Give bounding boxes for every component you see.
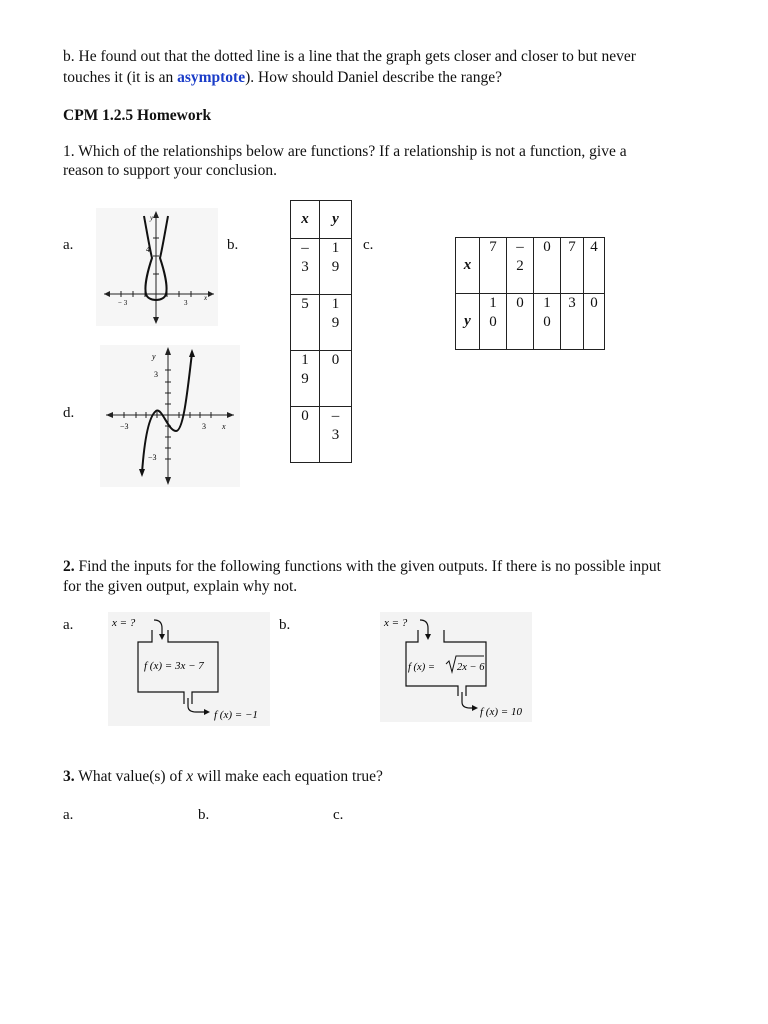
table-c-cell: 3 — [561, 294, 584, 350]
q3-text-pre: What value(s) of — [74, 768, 187, 785]
graph-a-x-axis-label: x — [204, 294, 208, 302]
table-c-header-x: x — [456, 238, 480, 294]
graph-a-x-neg: − 3 — [118, 299, 128, 307]
intro-line-2-post: ). How should Daniel describe the range? — [245, 69, 503, 86]
table-b-cell-x: – 3 — [291, 239, 320, 295]
q3-label-b: b. — [198, 807, 210, 823]
machine-a-output: f (x) = −1 — [214, 709, 258, 721]
graph-a-x-pos: 3 — [184, 299, 188, 307]
q1-label-d: d. — [63, 405, 75, 421]
graph-a-y-tick: 4 — [146, 245, 150, 254]
intro-line-2-pre: touches it (it is an — [63, 69, 178, 86]
table-c-cell: 7 — [480, 238, 507, 294]
q2-number: 2. — [63, 558, 75, 575]
table-b-cell-y: 1 9 — [320, 295, 352, 351]
table-c-cell: 0 — [584, 294, 605, 350]
table-b-header-y: y — [320, 201, 352, 239]
machine-b-output: f (x) = 10 — [480, 706, 522, 718]
q1-label-c: c. — [363, 237, 374, 253]
graph-d-x-axis-label: x — [222, 422, 226, 431]
graph-d-y-bot: −3 — [148, 453, 157, 462]
table-b-cell-x: 0 — [291, 407, 320, 463]
table-b-row — [291, 295, 352, 351]
machine-b-input: x = ? — [384, 617, 408, 629]
graph-d-x-pos: 3 — [202, 422, 206, 431]
table-c-cell: 0 — [507, 294, 534, 350]
table-b-cell-y: 1 9 — [320, 239, 352, 295]
table-c-cell: 4 — [584, 238, 605, 294]
table-b-cell-y: – 3 — [320, 407, 352, 463]
table-b-cell-x: 1 9 — [291, 351, 320, 407]
intro-line-1: b. He found out that the dotted line is a line that the graph gets closer and closer to but never — [63, 48, 636, 65]
table-c-cell: – 2 — [507, 238, 534, 294]
table-b-cell-y: 0 — [320, 351, 352, 407]
q3-line — [63, 768, 383, 786]
table-b-header-x: x — [291, 201, 320, 239]
q2-label-a: a. — [63, 617, 74, 633]
asymptote-term: asymptote — [177, 69, 246, 86]
q2-line-1-text: Find the inputs for the following functions with the given outputs. If there is no possible input — [74, 558, 661, 575]
graph-d-y-top: 3 — [154, 370, 158, 379]
graph-d-x-neg: −3 — [120, 422, 129, 431]
machine-a-rule: f (x) = 3x − 7 — [144, 660, 204, 672]
table-b-cell-x: 5 — [291, 295, 320, 351]
table-c-cell: 0 — [534, 238, 561, 294]
graph-a — [96, 208, 218, 326]
q2-line-1 — [63, 558, 661, 576]
q3-variable: x — [186, 768, 194, 785]
intro-line-2 — [63, 69, 502, 87]
function-machine-b — [380, 612, 532, 722]
q1-label-a: a. — [63, 237, 74, 253]
function-machine-a — [108, 612, 270, 726]
q1-line-1: 1. Which of the relationships below are functions? If a relationship is not a function, give a — [63, 143, 627, 160]
table-b-row — [291, 351, 352, 407]
q1-label-b: b. — [227, 237, 239, 253]
graph-d-y-axis-label: y — [152, 352, 156, 361]
graph-d — [100, 345, 240, 487]
table-c-cell: 7 — [561, 238, 584, 294]
machine-b-rule-radicand: 2x − 6 — [457, 662, 485, 673]
table-c-cell: 1 0 — [480, 294, 507, 350]
table-c-cell: 1 0 — [534, 294, 561, 350]
table-b-row — [291, 407, 352, 463]
q3-label-c: c. — [333, 807, 344, 823]
q3-text-post: will make each equation true? — [193, 768, 383, 785]
q1-line-2: reason to support your conclusion. — [63, 162, 277, 179]
machine-b-rule-pre: f (x) = — [408, 662, 435, 673]
q2-line-2: for the given output, explain why not. — [63, 578, 298, 595]
graph-a-y-axis-label: y — [150, 214, 154, 222]
table-c-row-y — [456, 294, 605, 350]
table-c — [455, 237, 605, 350]
table-c-header-y: y — [456, 294, 480, 350]
table-c-row-x — [456, 238, 605, 294]
homework-title: CPM 1.2.5 Homework — [63, 107, 212, 124]
table-b — [290, 200, 352, 463]
q3-label-a: a. — [63, 807, 74, 823]
q2-label-b: b. — [279, 617, 291, 633]
q3-number: 3. — [63, 768, 75, 785]
machine-a-input: x = ? — [112, 617, 136, 629]
table-b-row — [291, 239, 352, 295]
